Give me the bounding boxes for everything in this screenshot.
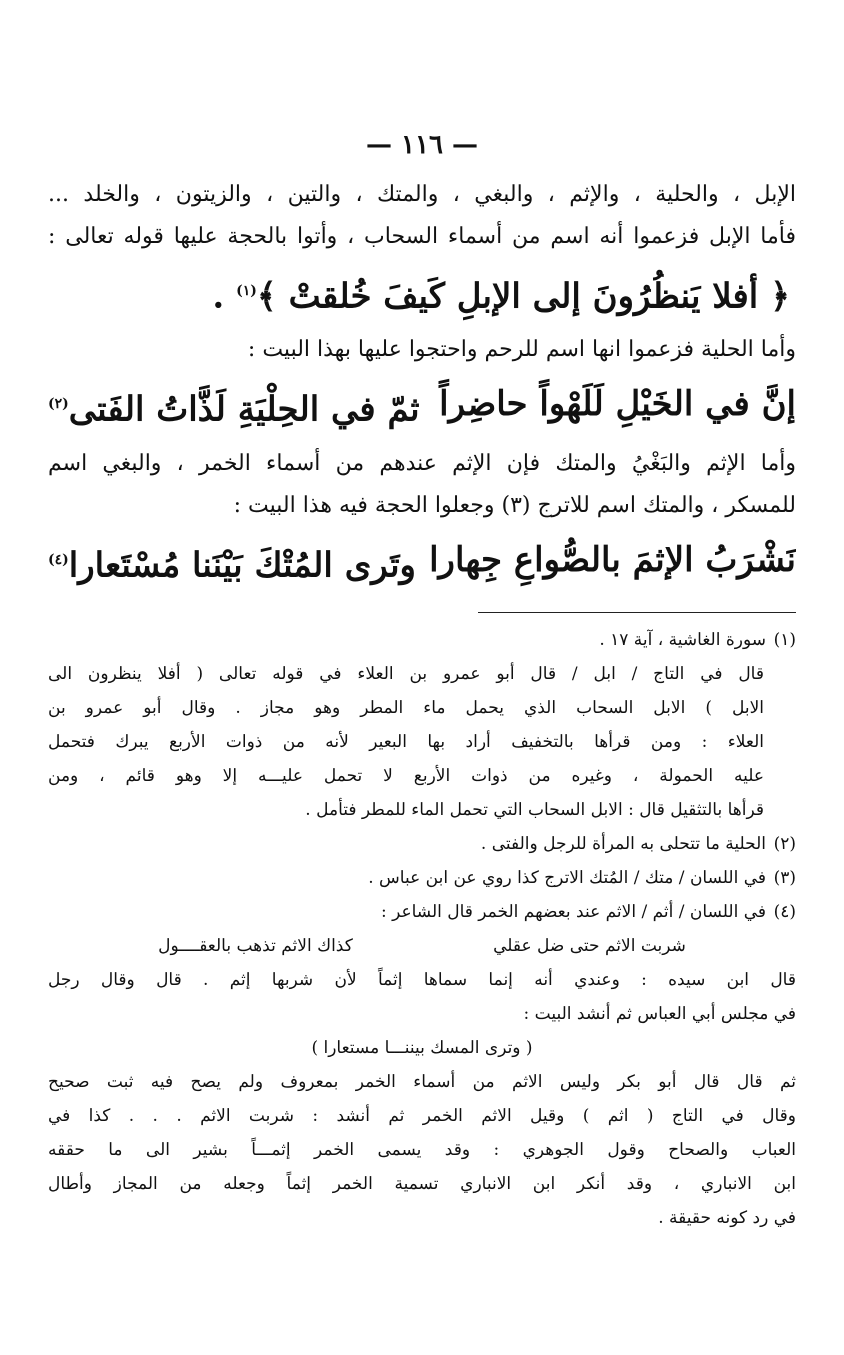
footnote-text: سورة الغاشية ، آية ١٧ . [599, 629, 766, 650]
poem-verse [48, 527, 796, 598]
footnote-line: العباب والصحاح وقول الجوهري : وقد يسمى الخمر إثمـــاً بشير الى ما حققه [48, 1139, 796, 1160]
footnote-ref: (٢) [48, 396, 69, 413]
footnote-4 [48, 895, 796, 929]
footnote-line: الابل ) الابل السحاب الذي يحمل ماء المطر وهو مجاز . وقال أبو عمرو بن [48, 697, 764, 718]
footnote-line: ثم قال قال أبو بكر وليس الاثم من أسماء الخمر بمعروف ولم يصح فيه ثبت صحيح [48, 1071, 796, 1092]
footnote-line: وقال في التاج ( اثم ) وقيل الاثم الخمر ثم أنشد : شربت الاثم . . . كذا في [48, 1105, 796, 1126]
hemistich-first: إنَّ في الخَيْلِ لَلَهْواً حاضِراً [439, 384, 796, 425]
footnote-line: في مجلس أبي العباس ثم أنشد البيت : [523, 1003, 796, 1024]
footnote-label: (١) [773, 629, 796, 650]
footnote-ref: (٤) [48, 551, 69, 568]
footnote-line: العلاء : ومن قرأها بالتخفيف أراد بها البعير لأنه من ذوات الأربع يبرك فتحمل [48, 731, 764, 752]
footnote-2 [48, 827, 796, 861]
footnote-text: في اللسان / أثم / الاثم عند بعضهم الخمر قال الشاعر : [380, 901, 766, 922]
hemistich-second-wrap [48, 527, 416, 598]
footnote-quote: ( وترى المسك بيننـــا مستعارا ) [311, 1037, 533, 1058]
hemistich-second: ثمّ في الحِلْيَةِ لَذَّاتُ الفَتى [68, 389, 420, 430]
hemistich-first: نَشْرَبُ الإثمَ بالصُّواعِ جِهارا [429, 539, 796, 580]
hemistich-second-wrap [48, 371, 420, 442]
footnote-3 [48, 861, 796, 895]
quran-verse: ﴿ أفلا يَنظُرُونَ إلى الإبلِ كَيفَ خُلقتْ ﴾$^{(١)}$ . [212, 276, 790, 317]
footnote-ref: (١) [236, 283, 257, 299]
footnote-label: (٤) [773, 901, 796, 922]
footnote-line: في رد كونه حقيقة . [658, 1207, 796, 1228]
body-line: فأما الإبل فزعموا أنه اسم من أسماء السحاب ، وأتوا بالحجة عليها قوله تعالى : [48, 224, 796, 249]
hemistich-second: كذاك الاثم تذهب بالعقــــول [158, 935, 353, 956]
footnote-line: قال في التاج / ابل / قال أبو عمرو بن العلاء في قوله تعالى ( أفلا ينظرون الى [48, 663, 764, 684]
footnote-line: قرأها بالتثقيل قال : الابل السحاب التي تحمل الماء للمطر فتأمل . [305, 799, 764, 820]
body-line: للمسكر ، والمتك اسم للاترج (٣) وجعلوا الحجة فيه هذا البيت : [233, 492, 796, 518]
quran-verse-text: ﴿ أفلا يَنظُرُونَ إلى الإبلِ كَيفَ خُلقتْ ﴾ [256, 276, 790, 317]
footnote-line: ابن الانباري ، وقد أنكر ابن الانباري تسمية الخمر إثماً وجعله من المجاز وأطال [48, 1173, 796, 1194]
poem-verse [48, 371, 796, 442]
footnote-poem [48, 929, 796, 963]
hemistich-first: شربت الاثم حتى ضل عقلي [493, 935, 686, 956]
footnote-line: عليه الحمولة ، وغيره من ذوات الأربع لا تحمل عليـــه إلا وهو قائم ، ومن [48, 765, 764, 786]
footnote-label: (٢) [773, 833, 796, 854]
footnote-line: قال ابن سيده : وعندي أنه إنما سماها إثماً لأن شربها إثم . قال وقال رجل [48, 969, 796, 990]
body-line: الإبل ، والحلية ، والإثم ، والبغي ، والمتك ، والتين ، والزيتون ، والخلد ... [48, 182, 796, 207]
footnote-1 [48, 623, 796, 657]
footnote-text: في اللسان / متك / المُتك الاترج كذا روي عن ابن عباس . [368, 867, 766, 888]
footnote-divider [478, 612, 796, 613]
body-line: وأما الحلية فزعموا انها اسم للرحم واحتجوا عليها بهذا البيت : [247, 337, 796, 363]
footnote-text: الحلية ما تتحلى به المرأة للرجل والفتى . [480, 833, 766, 854]
footnote-label: (٣) [773, 867, 796, 888]
hemistich-second: وتَرى المُتْكَ بَيْنَنا مُسْتَعارا [68, 544, 416, 585]
page-number: — ١١٦ — [365, 130, 479, 160]
body-line: وأما الإثم والبَغْيُ والمتك فإن الإثم عندهم من أسماء الخمر ، والبغي اسم [48, 450, 796, 476]
